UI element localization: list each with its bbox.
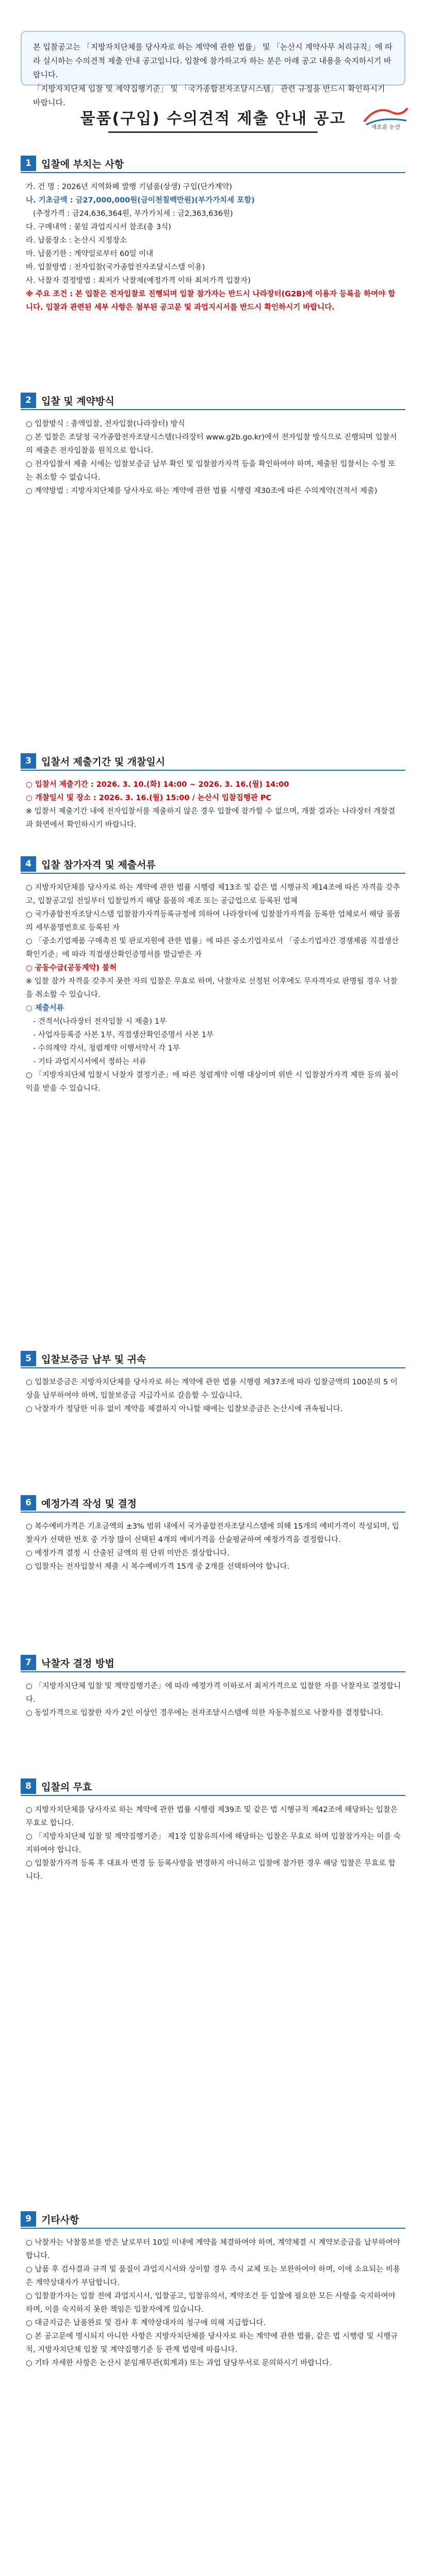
section-9-number: 9 xyxy=(21,2211,36,2227)
section-7-line: ○ 「지방자치단체 입찰 및 계약집행기준」에 따라 예정가격 이하로서 최저가격으로 입찰한 자를 낙찰자로 결정합니다. xyxy=(26,1682,401,1704)
logo-text: 새로운 논산 xyxy=(371,124,401,130)
section-7-header xyxy=(21,1654,405,1672)
section-4-line: ○ 「중소기업제품 구매촉진 및 판로지원에 관한 법률」에 따른 중소기업자로서 「중소기업자간 경쟁제품 직접생산 확인기준」에 따라 직접생산확인증명서를 발급받은 자 xyxy=(26,937,399,959)
section-3-number: 3 xyxy=(21,753,36,769)
section-2-line: ○ 전자입찰서 제출 시에는 입찰보증금 납부 확인 및 입찰참가자격 등을 확인하여야 하며, 제출된 입찰서는 수정 또는 취소할 수 없습니다. xyxy=(26,460,396,482)
section-4-body xyxy=(21,874,405,1095)
section-1-line: 라. 납품장소 : 논산시 지정장소 xyxy=(26,236,127,245)
section-4-number: 4 xyxy=(21,856,36,872)
section-5-rule xyxy=(21,1367,405,1368)
section-3-body xyxy=(21,771,405,832)
section-1 xyxy=(21,155,405,314)
section-6-title: 예정가격 작성 및 결정 xyxy=(41,1498,137,1510)
section-4-line: ○ 제출서류 xyxy=(26,1004,64,1012)
section-2-number: 2 xyxy=(21,393,36,408)
section-2-line: ○ 본 입찰은 조달청 국가종합전자조달시스템(나라장터 www.g2b.go.kr)에서 전자입찰 방식으로 진행되며 입찰서의 제출은 전자입찰을 원칙으로 합니다. xyxy=(26,433,397,455)
section-7-body xyxy=(21,1672,405,1720)
section-4-line: - 견적서(나라장터 전자입찰 시 제출) 1부 xyxy=(33,1018,167,1026)
section-9-line: ○ 기타 자세한 사항은 논산시 분임재무관(회계과) 또는 과업 담당부서로 문의하시기 바랍니다. xyxy=(26,2359,332,2367)
section-6-line: ○ 예정가격 결정 시 산출된 금액의 원 단위 미만은 절상합니다. xyxy=(26,1549,230,1557)
section-7-line: ○ 동일가격으로 입찰한 자가 2인 이상인 경우에는 전자조달시스템에 의한 자동추첨으로 낙찰자를 결정합니다. xyxy=(26,1709,384,1717)
page-title: 물품(구입) 수의견적 제출 안내 공고 xyxy=(80,110,346,128)
section-7-rule xyxy=(21,1671,405,1672)
section-4-line: - 사업자등록증 사본 1부, 직접생산확인증명서 사본 1부 xyxy=(33,1031,214,1039)
section-5-line: ○ 낙찰자가 정당한 이유 없이 계약을 체결하지 아니할 때에는 입찰보증금은 논산시에 귀속됩니다. xyxy=(26,1405,343,1413)
section-4-header xyxy=(21,855,405,874)
section-1-line: 다. 구매내역 : 붙임 과업지시서 참조(총 3식) xyxy=(26,223,171,231)
section-6-number: 6 xyxy=(21,1495,36,1511)
section-8-header xyxy=(21,1777,405,1796)
section-3-rule xyxy=(21,770,405,771)
intro-paragraph-1: 본 입찰공고는 「지방자치단체를 당사자로 하는 계약에 관한 법률」 및 「논산시 계약사무 처리규칙」에 따라 실시하는 수의견적 제출 안내 공고입니다. 입찰에 참가하고자 하는 분은 아래 공고 내용을 숙지하시기 바랍니다. xyxy=(33,42,392,79)
section-3-line: ※ 입찰서 제출기간 내에 전자입찰서를 제출하지 않은 경우 입찰에 참가할 수 없으며, 개찰 결과는 나라장터 개찰결과 화면에서 확인하시기 바랍니다. xyxy=(26,807,396,829)
section-1-title: 입찰에 부치는 사항 xyxy=(41,159,124,170)
city-logo-icon xyxy=(361,101,411,130)
section-3-line: ○ 개찰일시 및 장소 : 2026. 3. 16.(월) 15:00 / 논산시 입찰집행관 PC xyxy=(26,794,272,802)
intro-paragraph-2: 「지방자치단체 입찰 및 계약집행기준」 및 「국가종합전자조달시스템」 관련 규정을 반드시 확인하시기 바랍니다. xyxy=(33,84,385,107)
section-1-line: 가. 건 명 : 2026년 지역화폐 발행 기념품(상생) 구입(단가계약) xyxy=(26,183,233,191)
section-2-title: 입찰 및 계약방식 xyxy=(41,396,114,407)
section-9-title: 기타사항 xyxy=(41,2214,79,2226)
section-5 xyxy=(21,1350,405,1416)
section-8-line: ○ 「지방자치단체 입찰 및 계약집행기준」 제1장 입찰유의서에 해당하는 입찰은 무효로 하며 입찰참가자는 이를 숙지하여야 합니다. xyxy=(26,1833,401,1854)
section-3-line: ○ 입찰서 제출기간 : 2026. 3. 10.(화) 14:00 ~ 2026. 3. 16.(월) 14:00 xyxy=(26,781,289,789)
section-8-title: 입찰의 무효 xyxy=(41,1782,92,1793)
title-underline xyxy=(108,131,318,133)
section-9-line: ○ 낙찰자는 낙찰통보를 받은 날로부터 10일 이내에 계약을 체결하여야 하며, 계약체결 시 계약보증금을 납부하여야 합니다. xyxy=(26,2239,400,2260)
section-3-header xyxy=(21,752,405,771)
section-8 xyxy=(21,1777,405,1884)
section-3 xyxy=(21,752,405,832)
section-5-header xyxy=(21,1350,405,1368)
section-6-line: ○ 입찰자는 전자입찰서 제출 시 복수예비가격 15개 중 2개를 선택하여야 합니다. xyxy=(26,1563,290,1571)
section-1-rule xyxy=(21,172,405,173)
section-8-number: 8 xyxy=(21,1778,36,1794)
section-9-rule xyxy=(21,2228,405,2229)
section-1-body xyxy=(21,173,405,314)
section-2-body xyxy=(21,410,405,498)
section-4-line: ○ 지방자치단체를 당사자로 하는 계약에 관한 법률 시행령 제13조 및 같은 법 시행규칙 제14조에 따른 자격을 갖추고, 입찰공고일 전일부터 입찰일까지 해당 물품의 제조 또는 공급업으로 등록된 업체 xyxy=(26,884,400,905)
section-4-line: ※ 입찰 참가 자격을 갖추지 못한 자의 입찰은 무효로 하며, 낙찰자로 선정된 이후에도 무자격자로 판명될 경우 낙찰을 취소할 수 있습니다. xyxy=(26,977,398,999)
section-3-title: 입찰서 제출기간 및 개찰일시 xyxy=(41,756,166,768)
section-8-body xyxy=(21,1796,405,1884)
section-5-line: ○ 입찰보증금은 지방자치단체를 당사자로 하는 계약에 관한 법률 시행령 제37조에 따라 입찰금액의 100분의 5 이상을 납부하여야 하며, 입찰보증금 지급각서로 갈음할 수 있습니다. xyxy=(26,1378,398,1400)
section-1-line: 바. 입찰방법 : 전자입찰(국가종합전자조달시스템 이용) xyxy=(26,263,205,272)
section-9-line: ○ 납품 후 검사결과 규격 및 품질이 과업지시서와 상이할 경우 즉시 교체 또는 보완하여야 하며, 이에 소요되는 비용은 계약상대자가 부담합니다. xyxy=(26,2265,400,2287)
section-7-title: 낙찰자 결정 방법 xyxy=(41,1658,114,1669)
section-6-header xyxy=(21,1494,405,1513)
section-6-line: ○ 복수예비가격은 기초금액의 ±3% 범위 내에서 국가종합전자조달시스템에 의해 15개의 예비가격이 작성되며, 입찰자가 선택한 번호 중 가장 많이 선택된 4개의 예비가격을 산술평균하여 예정가격을 결정합니다. xyxy=(26,1522,399,1544)
section-2-header xyxy=(21,392,405,410)
section-9 xyxy=(21,2210,405,2370)
section-1-line: (추정가격 : 금24,636,364원, 부가가치세 : 금2,363,636원) xyxy=(33,210,233,218)
section-6 xyxy=(21,1494,405,1573)
section-2 xyxy=(21,392,405,498)
section-9-body xyxy=(21,2229,405,2370)
section-1-line: 마. 납품기한 : 계약일로부터 60일 이내 xyxy=(26,250,154,258)
section-4-line: - 기타 과업지시서에서 정하는 서류 xyxy=(33,1058,146,1066)
section-9-line: ○ 입찰참가자는 입찰 전에 과업지시서, 입찰공고, 입찰유의서, 계약조건 등 입찰에 필요한 모든 사항을 숙지하여야 하며, 이를 숙지하지 못한 책임은 입찰자에게 있습니다. xyxy=(26,2292,396,2314)
section-4-title: 입찰 참가자격 및 제출서류 xyxy=(41,859,156,871)
section-4-line: ○ 「지방자치단체 입찰시 낙찰자 결정기준」에 따른 청렴계약 이행 대상이며 위반 시 입찰참가자격 제한 등의 불이익을 받을 수 있습니다. xyxy=(26,1071,399,1093)
section-5-number: 5 xyxy=(21,1351,36,1366)
section-9-line: ○ 대금지급은 납품완료 및 검사 후 계약상대자의 청구에 의해 지급합니다. xyxy=(26,2319,266,2327)
section-4-line: ○ 국가종합전자조달시스템 입찰참가자격등록규정에 의하여 나라장터에 입찰참가자격을 등록한 업체로서 해당 물품의 세부품명번호로 등록된 자 xyxy=(26,910,401,932)
section-2-line: ○ 입찰방식 : 총액입찰, 전자입찰(나라장터) 방식 xyxy=(26,420,185,428)
section-5-title: 입찰보증금 납부 및 귀속 xyxy=(41,1354,146,1365)
section-7 xyxy=(21,1654,405,1720)
section-5-body xyxy=(21,1368,405,1416)
intro-notice-box xyxy=(21,31,405,107)
section-2-line: ○ 계약방법 : 지방자치단체를 당사자로 하는 계약에 관한 법률 시행령 제30조에 따른 수의계약(견적서 제출) xyxy=(26,487,378,495)
section-1-line: 사. 낙찰자 결정방법 : 최저가 낙찰제(예정가격 이하 최저가격 입찰자) xyxy=(26,277,251,285)
section-9-header xyxy=(21,2210,405,2229)
section-2-rule xyxy=(21,409,405,410)
section-1-line: ※ 주요 조건 : 본 입찰은 전자입찰로 진행되며 입찰 참가자는 반드시 나라장터(G2B)에 이용자 등록을 하여야 합니다. 입찰과 관련된 세부 사항은 첨부된 공고문 및 과업지시서를 반드시 확인하시기 바랍니다. xyxy=(26,290,396,312)
section-4 xyxy=(21,855,405,1095)
section-4-line: ○ 공동수급(공동계약) 불허 xyxy=(26,964,117,972)
section-4-rule xyxy=(21,873,405,874)
section-8-line: ○ 지방자치단체를 당사자로 하는 계약에 관한 법률 시행령 제39조 및 같은 법 시행규칙 제42조에 해당하는 입찰은 무효로 합니다. xyxy=(26,1806,398,1827)
section-6-body xyxy=(21,1513,405,1573)
section-4-line: - 수의계약 각서, 청렴계약 이행서약서 각 1부 xyxy=(33,1044,180,1053)
section-8-rule xyxy=(21,1795,405,1796)
section-9-line: ○ 본 공고문에 명시되지 아니한 사항은 지방자치단체를 당사자로 하는 계약에 관한 법률, 같은 법 시행령 및 시행규칙, 지방자치단체 입찰 및 계약집행기준 등 관계 법령에 따릅니다. xyxy=(26,2332,398,2354)
section-6-rule xyxy=(21,1512,405,1513)
section-7-number: 7 xyxy=(21,1655,36,1670)
section-1-header xyxy=(21,155,405,173)
section-1-line: 나. 기초금액 : 금27,000,000원(금이천칠백만원)(부가가치세 포함) xyxy=(26,196,255,205)
section-8-line: ○ 입찰참가자격 등록 후 대표자 변경 등 등록사항을 변경하지 아니하고 입찰에 참가한 경우 해당 입찰은 무효로 합니다. xyxy=(26,1859,396,1881)
section-1-number: 1 xyxy=(21,156,36,171)
